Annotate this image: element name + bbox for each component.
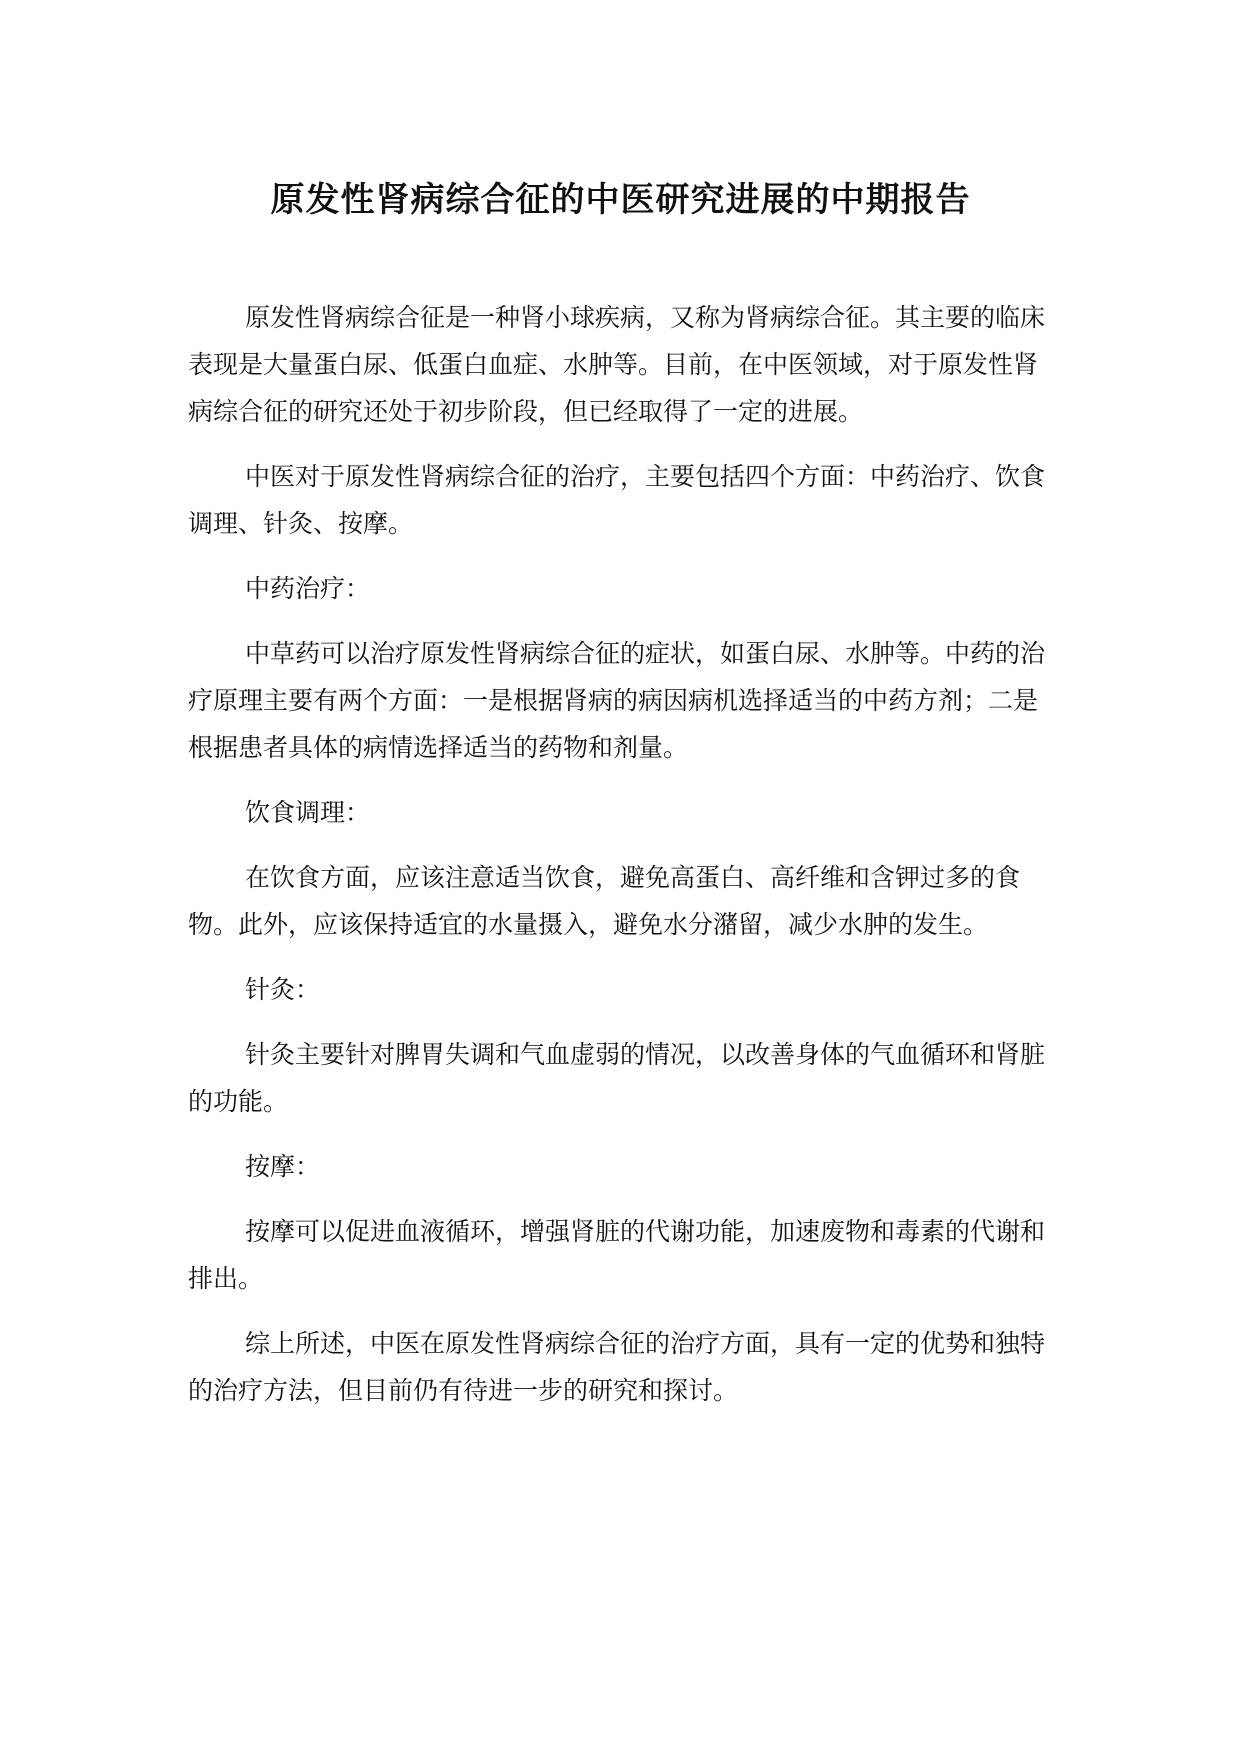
document-body [188, 294, 1054, 1432]
document-title: 原发性肾病综合征的中医研究进展的中期报告 [270, 180, 971, 220]
heading-massage: 按摩： [245, 1152, 321, 1181]
paragraph-treatment-overview: 中医对于原发性肾病综合征的治疗，主要包括四个方面：中药治疗、饮食调理、针灸、按摩。 [188, 462, 1046, 538]
heading-acupuncture: 针灸： [245, 975, 321, 1004]
paragraph-conclusion: 综上所述，中医在原发性肾病综合征的治疗方面，具有一定的优势和独特的治疗方法，但目前仍有待进一步的研究和探讨。 [188, 1329, 1046, 1405]
paragraph-diet: 在饮食方面，应该注意适当饮食，避免高蛋白、高纤维和含钾过多的食物。此外，应该保持适宜的水量摄入，避免水分潴留，减少水肿的发生。 [188, 863, 1021, 939]
paragraph-herbal-treatment: 中草药可以治疗原发性肾病综合征的症状，如蛋白尿、水肿等。中药的治疗原理主要有两个方面：一是根据肾病的病因病机选择适当的中药方剂；二是根据患者具体的病情选择适当的药物和剂量。 [188, 639, 1046, 762]
paragraph-intro: 原发性肾病综合征是一种肾小球疾病，又称为肾病综合征。其主要的临床表现是大量蛋白尿、低蛋白血症、水肿等。目前，在中医领域，对于原发性肾病综合征的研究还处于初步阶段，但已经取得了一定的进展。 [188, 303, 1046, 426]
paragraph-acupuncture: 针灸主要针对脾胃失调和气血虚弱的情况，以改善身体的气血循环和肾脏的功能。 [188, 1040, 1046, 1116]
paragraph-massage: 按摩可以促进血液循环，增强肾脏的代谢功能，加速废物和毒素的代谢和排出。 [188, 1217, 1046, 1293]
heading-diet: 饮食调理： [245, 798, 371, 827]
heading-herbal-treatment: 中药治疗： [245, 574, 371, 603]
